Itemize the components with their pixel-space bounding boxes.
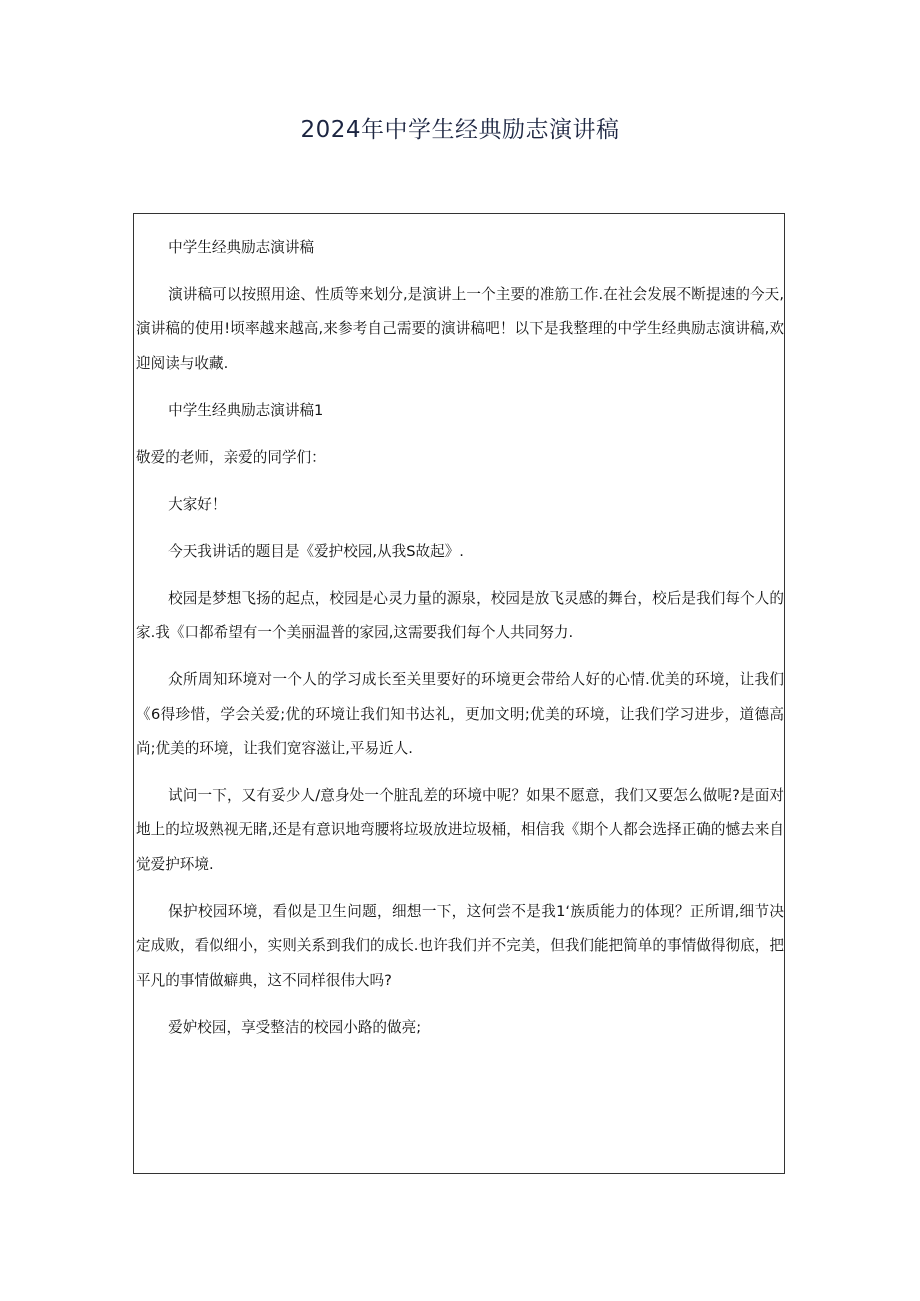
paragraph-body: 保护校园环境，看似是卫生问题，细想一下，这何尝不是我1‘族质能力的体现？正所谓,细节决定成败，看似细小，实则关系到我们的成长.也许我们并不完美，但我们能把简单的事情做得彻底，把平凡的事情做癖典，这不同样很伟大吗? (136, 902, 784, 989)
paragraph-body: 爱妒校园，享受整洁的校园小路的做亮; (168, 1018, 422, 1036)
paragraph-body: 试问一下，又有妥少人/意身处一个脏乱差的环境中呢？如果不愿意，我们又要怎么做呢?是面对地上的垃圾熟视无睹,还是有意识地弯腰将垃圾放进垃圾桶，相信我《期个人都会选择正确的憾去来自觉爱护环境. (136, 787, 784, 873)
paragraph-speech-heading: 中学生经典励志演讲稿1 (168, 401, 324, 419)
document-title: 2024年中学生经典励志演讲稿 (300, 117, 620, 143)
content-box (133, 213, 785, 1174)
paragraph-intro: 演讲稿可以按照用途、性质等来划分,是演讲上一个主要的准筋工作.在社会发展不断提速的今天,演讲稿的使用!顷率越来越高,来参考自己需要的演讲稿吧！以下是我整理的中学生经典励志演讲稿,欢迎阅读与收藏. (136, 286, 784, 372)
paragraph-subtitle: 中学生经典励志演讲稿 (168, 239, 315, 256)
paragraph-topic: 今天我讲话的题目是《爱护校园,从我S故起》. (168, 542, 464, 560)
document-body (136, 231, 784, 1058)
paragraph-greeting: 大家好！ (168, 495, 227, 513)
paragraph-body: 校园是梦想飞扬的起点，校园是心灵力量的源泉，校园是放飞灵感的舞台，校后是我们每个人的家.我《口都希望有一个美丽温普的家园,这需要我们每个人共同努力. (136, 589, 784, 642)
paragraph-body: 众所周知环境对一个人的学习成长至关里要好的环境更会带给人好的心情.优美的环境，让我们《6得珍惜，学会关爱;优的环境让我们知书达礼，更加文明;优美的环境，让我们学习进步，道德高尚;优美的环境，让我们宽容滋让,平易近人. (136, 671, 784, 758)
paragraph-salutation: 敬爱的老师，亲爱的同学们： (136, 448, 326, 466)
